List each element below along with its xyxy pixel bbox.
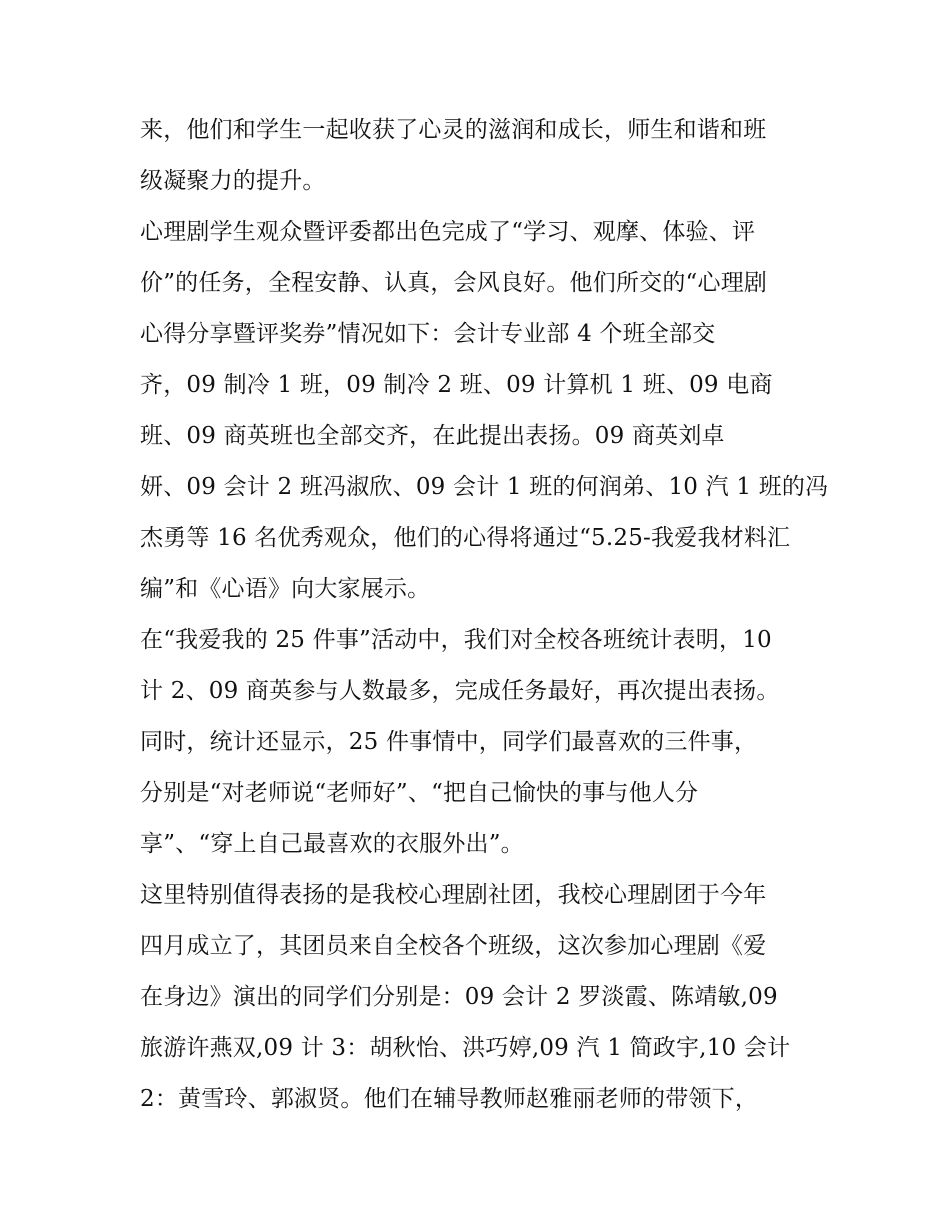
text-line: 享”、“穿上自己最喜欢的衣服外出”。	[140, 831, 524, 857]
text-line: 计 2、09 商英参与人数最多，完成任务最好，再次提出表扬。	[140, 678, 780, 704]
text-line: 心得分享暨评奖券”情况如下：会计专业部 4 个班全部交	[140, 321, 716, 347]
text-line: 同时，统计还显示，25 件事情中，同学们最喜欢的三件事，	[140, 729, 758, 755]
text-line: 心理剧学生观众暨评委都出色完成了“学习、观摩、体验、评	[140, 219, 756, 245]
text-line: 级凝聚力的提升。	[140, 168, 326, 194]
text-line: 在“我爱我的 25 件事”活动中，我们对全校各班统计表明，10	[140, 627, 772, 653]
text-line: 班、09 商英班也全部交齐，在此提出表扬。09 商英刘卓	[140, 423, 725, 449]
text-line: 在身边》演出的同学们分别是：09 会计 2 罗淡霞、陈靖敏,09	[140, 984, 778, 1010]
text-line: 齐，09 制冷 1 班，09 制冷 2 班、09 计算机 1 班、09 电商	[140, 372, 773, 398]
text-line: 四月成立了，其团员来自全校各个班级，这次参加心理剧《爱	[140, 933, 767, 959]
text-line: 编”和《心语》向大家展示。	[140, 576, 431, 602]
text-line: 2：黄雪玲、郭淑贤。他们在辅导教师赵雅丽老师的带领下，	[140, 1086, 759, 1112]
text-line: 价”的任务，全程安静、认真，会风良好。他们所交的“心理剧	[140, 270, 768, 296]
text-line: 妍、09 会计 2 班冯淑欣、09 会计 1 班的何润弟、10 汽 1 班的冯	[140, 474, 829, 500]
text-line: 来，他们和学生一起收获了心灵的滋润和成长，师生和谐和班	[140, 117, 767, 143]
text-line: 杰勇等 16 名优秀观众，他们的心得将通过“5.25-我爱我材料汇	[140, 525, 791, 551]
text-line: 这里特别值得表扬的是我校心理剧社团，我校心理剧团于今年	[140, 882, 767, 908]
text-line: 分别是“对老师说“老师好”、“把自己愉快的事与他人分	[140, 780, 699, 806]
document-body	[140, 105, 830, 1125]
text-line: 旅游许燕双,09 计 3：胡秋怡、洪巧婷,09 汽 1 简政宇,10 会计	[140, 1035, 791, 1061]
